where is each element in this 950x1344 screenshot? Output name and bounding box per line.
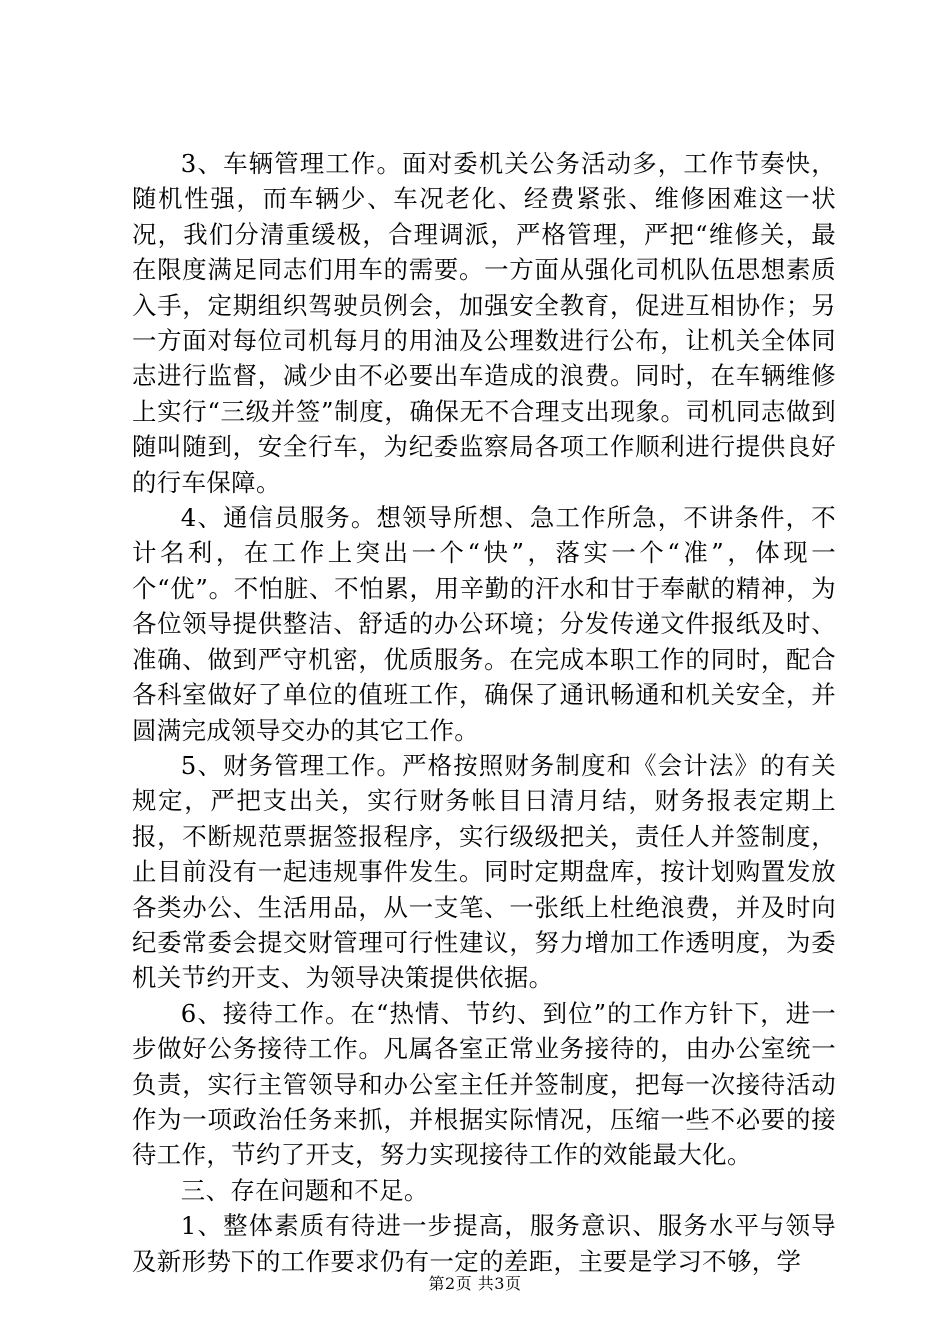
paragraph-financial-management: 5、财务管理工作。严格按照财务制度和《会计法》的有关规定，严把支出关，实行财务帐目日清月结，财务报表定期上报，不断规范票据签报程序，实行级级把关，责任人并签制度，止目前没有一起违规事件发生。同时定期盘库，按计划购置发放各类办公、生活用品，从一支笔、一张纸上杜绝浪费，并及时向纪委常委会提交财管理可行性建议，努力增加工作透明度，为委机关节约开支、为领导决策提供依据。 xyxy=(132,750,836,993)
paragraph-overall-quality: 1、整体素质有待进一步提高，服务意识、服务水平与领导及新形势下的工作要求仍有一定的差距，主要是学习不够，学 xyxy=(132,1211,836,1276)
paragraph-vehicle-management: 3、车辆管理工作。面对委机关公务活动多，工作节奏快，随机性强，而车辆少、车况老化、经费紧张、维修困难这一状况，我们分清重缓极，合理调派，严格管理，严把“维修关，最在限度满足同志们用车的需要。一方面从强化司机队伍思想素质入手，定期组织驾驶员例会，加强安全教育，促进互相协作；另一方面对每位司机每月的用油及公理数进行公布，让机关全体同志进行监督，减少由不必要出车造成的浪费。同时，在车辆维修上实行“三级并签”制度，确保无不合理支出现象。司机同志做到随叫随到，安全行车，为纪委监察局各项工作顺利进行提供良好的行车保障。 xyxy=(132,149,836,497)
paragraph-reception-work: 6、接待工作。在“热情、节约、到位”的工作方针下，进一步做好公务接待工作。凡属各室正常业务接待的，由办公室统一负责，实行主管领导和办公室主任并签制度，把每一次接待活动作为一项政治任务来抓，并根据实际情况，压缩一些不必要的接待工作，节约了开支，努力实现接待工作的效能最大化。 xyxy=(132,998,836,1170)
paragraph-messenger-service: 4、通信员服务。想领导所想、急工作所急，不讲条件，不计名利，在工作上突出一个“快”，落实一个“准”，体现一个“优”。不怕脏、不怕累，用辛勤的汗水和甘于奉献的精神，为各位领导提供整洁、舒适的办公环境；分发传递文件报纸及时、准确、做到严守机密，优质服务。在完成本职工作的同时，配合各科室做好了单位的值班工作，确保了通讯畅通和机关安全，并圆满完成领导交办的其它工作。 xyxy=(132,503,836,745)
page-number-footer: 第2页 共3页 xyxy=(428,1274,522,1293)
document-body xyxy=(132,146,836,1279)
section-heading-problems: 三、存在问题和不足。 xyxy=(180,1175,429,1205)
